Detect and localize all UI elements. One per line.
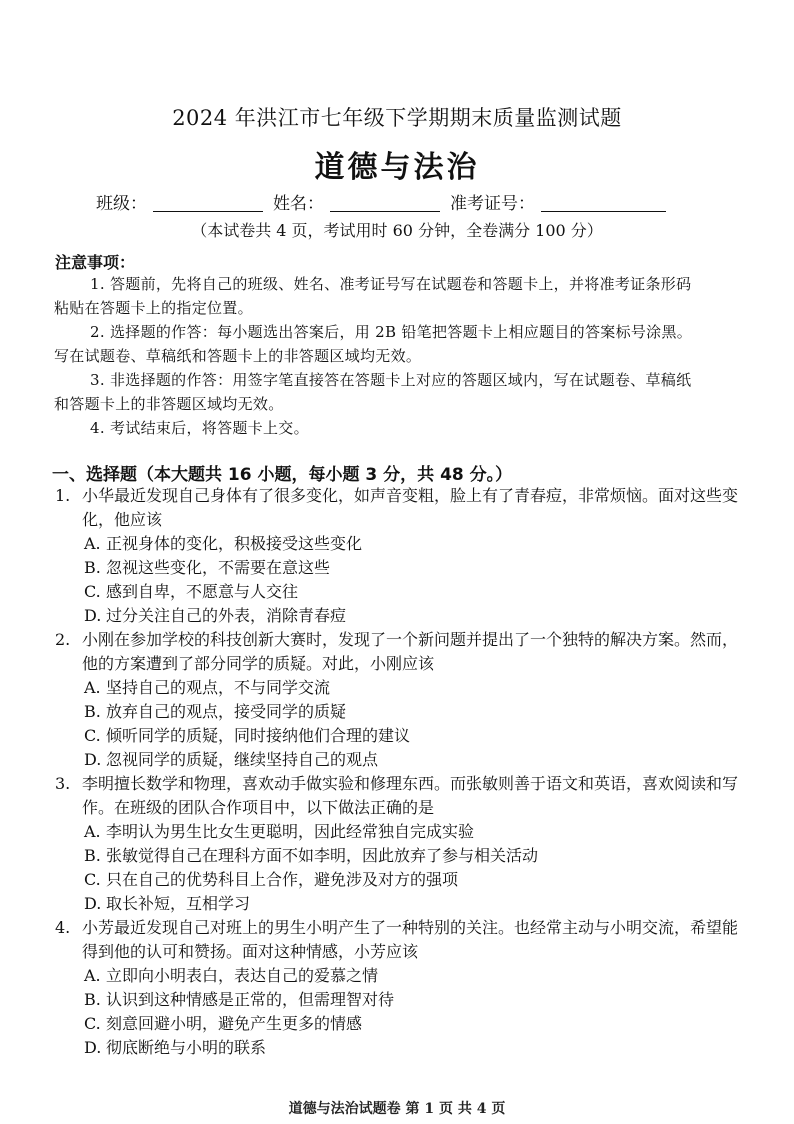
option-text: 放弃自己的观点，接受同学的质疑 (106, 702, 347, 721)
class-blank (153, 193, 263, 212)
option-letter: A. (84, 966, 101, 985)
option-text: 正视身体的变化，积极接受这些变化 (106, 534, 363, 553)
notice-item: 1. 答题前，先将自己的班级、姓名、准考证号写在试题卷和答题卡上，并将准考证条形码粘贴在答题卡上的指定位置。 (54, 275, 692, 317)
question-stem (55, 484, 747, 532)
option-letter: D. (84, 750, 102, 769)
name-blank (330, 193, 440, 212)
answer-option (84, 748, 378, 772)
exam-note: （本试卷共 4 页，考试用时 60 分钟，全卷满分 100 分） (191, 221, 603, 240)
answer-option (84, 580, 298, 604)
option-text: 彻底断绝与小明的联系 (106, 1038, 267, 1057)
option-text: 坚持自己的观点，不与同学交流 (106, 678, 331, 697)
notice-item: 4. 考试结束后，将答题卡上交。 (90, 419, 309, 437)
option-letter: C. (84, 870, 101, 889)
option-letter: B. (84, 558, 101, 577)
subject-title: 道德与法治 (314, 150, 480, 185)
page-footer: 道德与法治试题卷 第 1 页 共 4 页 (288, 1101, 506, 1117)
option-letter: A. (84, 534, 101, 553)
option-text: 张敏觉得自己在理科方面不如李明，因此放弃了参与相关活动 (106, 846, 539, 865)
answer-option (84, 556, 330, 580)
option-letter: B. (84, 702, 101, 721)
exam-id-label: 准考证号： (450, 194, 535, 214)
question-stem (55, 628, 747, 676)
option-text: 认识到这种情感是正常的，但需理智对待 (106, 990, 395, 1009)
question-stem (55, 916, 747, 964)
option-text: 立即向小明表白，表达自己的爱慕之情 (106, 966, 379, 985)
option-letter: C. (84, 582, 101, 601)
option-text: 忽视同学的质疑，继续坚持自己的观点 (106, 750, 379, 769)
answer-option (84, 964, 378, 988)
option-text: 李明认为男生比女生更聪明，因此经常独自完成实验 (106, 822, 475, 841)
class-label: 班级： (96, 194, 147, 214)
answer-option (84, 724, 410, 748)
answer-option (84, 604, 346, 628)
question-number: 4. (55, 918, 71, 937)
question-text: 小芳最近发现自己对班上的男生小明产生了一种特别的关注。也经常主动与小明交流，希望能得到他的认可和赞扬。面对这种情感，小芳应该 (82, 918, 739, 961)
question-number: 2. (55, 630, 71, 649)
answer-option (84, 892, 250, 916)
student-info-row (96, 190, 676, 214)
option-text: 取长补短，互相学习 (106, 894, 251, 913)
option-letter: B. (84, 846, 101, 865)
option-letter: C. (84, 726, 101, 745)
answer-option (84, 844, 538, 868)
answer-option (84, 868, 458, 892)
option-letter: D. (84, 1038, 102, 1057)
answer-option (84, 532, 362, 556)
option-letter: D. (84, 894, 102, 913)
option-text: 感到自卑，不愿意与人交往 (106, 582, 299, 601)
answer-option (84, 820, 474, 844)
question-text: 小刚在参加学校的科技创新大赛时，发现了一个新问题并提出了一个独特的解决方案。然而，他的方案遭到了部分同学的质疑。对此，小刚应该 (82, 630, 739, 673)
question-text: 小华最近发现自己身体有了很多变化，如声音变粗，脸上有了青春痘，非常烦恼。面对这些变化，他应该 (82, 486, 739, 529)
exam-title: 2024 年洪江市七年级下学期期末质量监测试题 (172, 106, 622, 130)
answer-option (84, 676, 330, 700)
notice-item: 3. 非选择题的作答：用签字笔直接答在答题卡上对应的答题区域内，写在试题卷、草稿纸和答题卡上的非答题区域均无效。 (54, 371, 692, 413)
section-heading: 一、选择题（本大题共 16 小题，每小题 3 分，共 48 分。） (52, 465, 513, 485)
answer-option (84, 1012, 362, 1036)
notice-heading: 注意事项： (55, 253, 136, 272)
notice-item: 2. 选择题的作答：每小题选出答案后，用 2B 铅笔把答题卡上相应题目的答案标号涂黑。写在试题卷、草稿纸和答题卡上的非答题区域均无效。 (54, 323, 693, 365)
question-number: 3. (55, 774, 71, 793)
option-letter: A. (84, 822, 101, 841)
option-text: 只在自己的优势科目上合作，避免涉及对方的强项 (106, 870, 459, 889)
option-text: 刻意回避小明，避免产生更多的情感 (106, 1014, 363, 1033)
option-letter: C. (84, 1014, 101, 1033)
option-text: 忽视这些变化，不需要在意这些 (106, 558, 331, 577)
question-stem (55, 772, 747, 820)
question-number: 1. (55, 486, 71, 505)
option-letter: D. (84, 606, 102, 625)
answer-option (84, 700, 346, 724)
answer-option (84, 988, 394, 1012)
exam-id-blank (541, 193, 666, 212)
option-text: 倾听同学的质疑，同时接纳他们合理的建议 (106, 726, 411, 745)
name-label: 姓名： (273, 194, 324, 214)
option-text: 过分关注自己的外表，消除青春痘 (106, 606, 347, 625)
option-letter: A. (84, 678, 101, 697)
option-letter: B. (84, 990, 101, 1009)
question-text: 李明擅长数学和物理，喜欢动手做实验和修理东西。而张敏则善于语文和英语，喜欢阅读和写作。在班级的团队合作项目中，以下做法正确的是 (82, 774, 739, 817)
answer-option (84, 1036, 266, 1060)
